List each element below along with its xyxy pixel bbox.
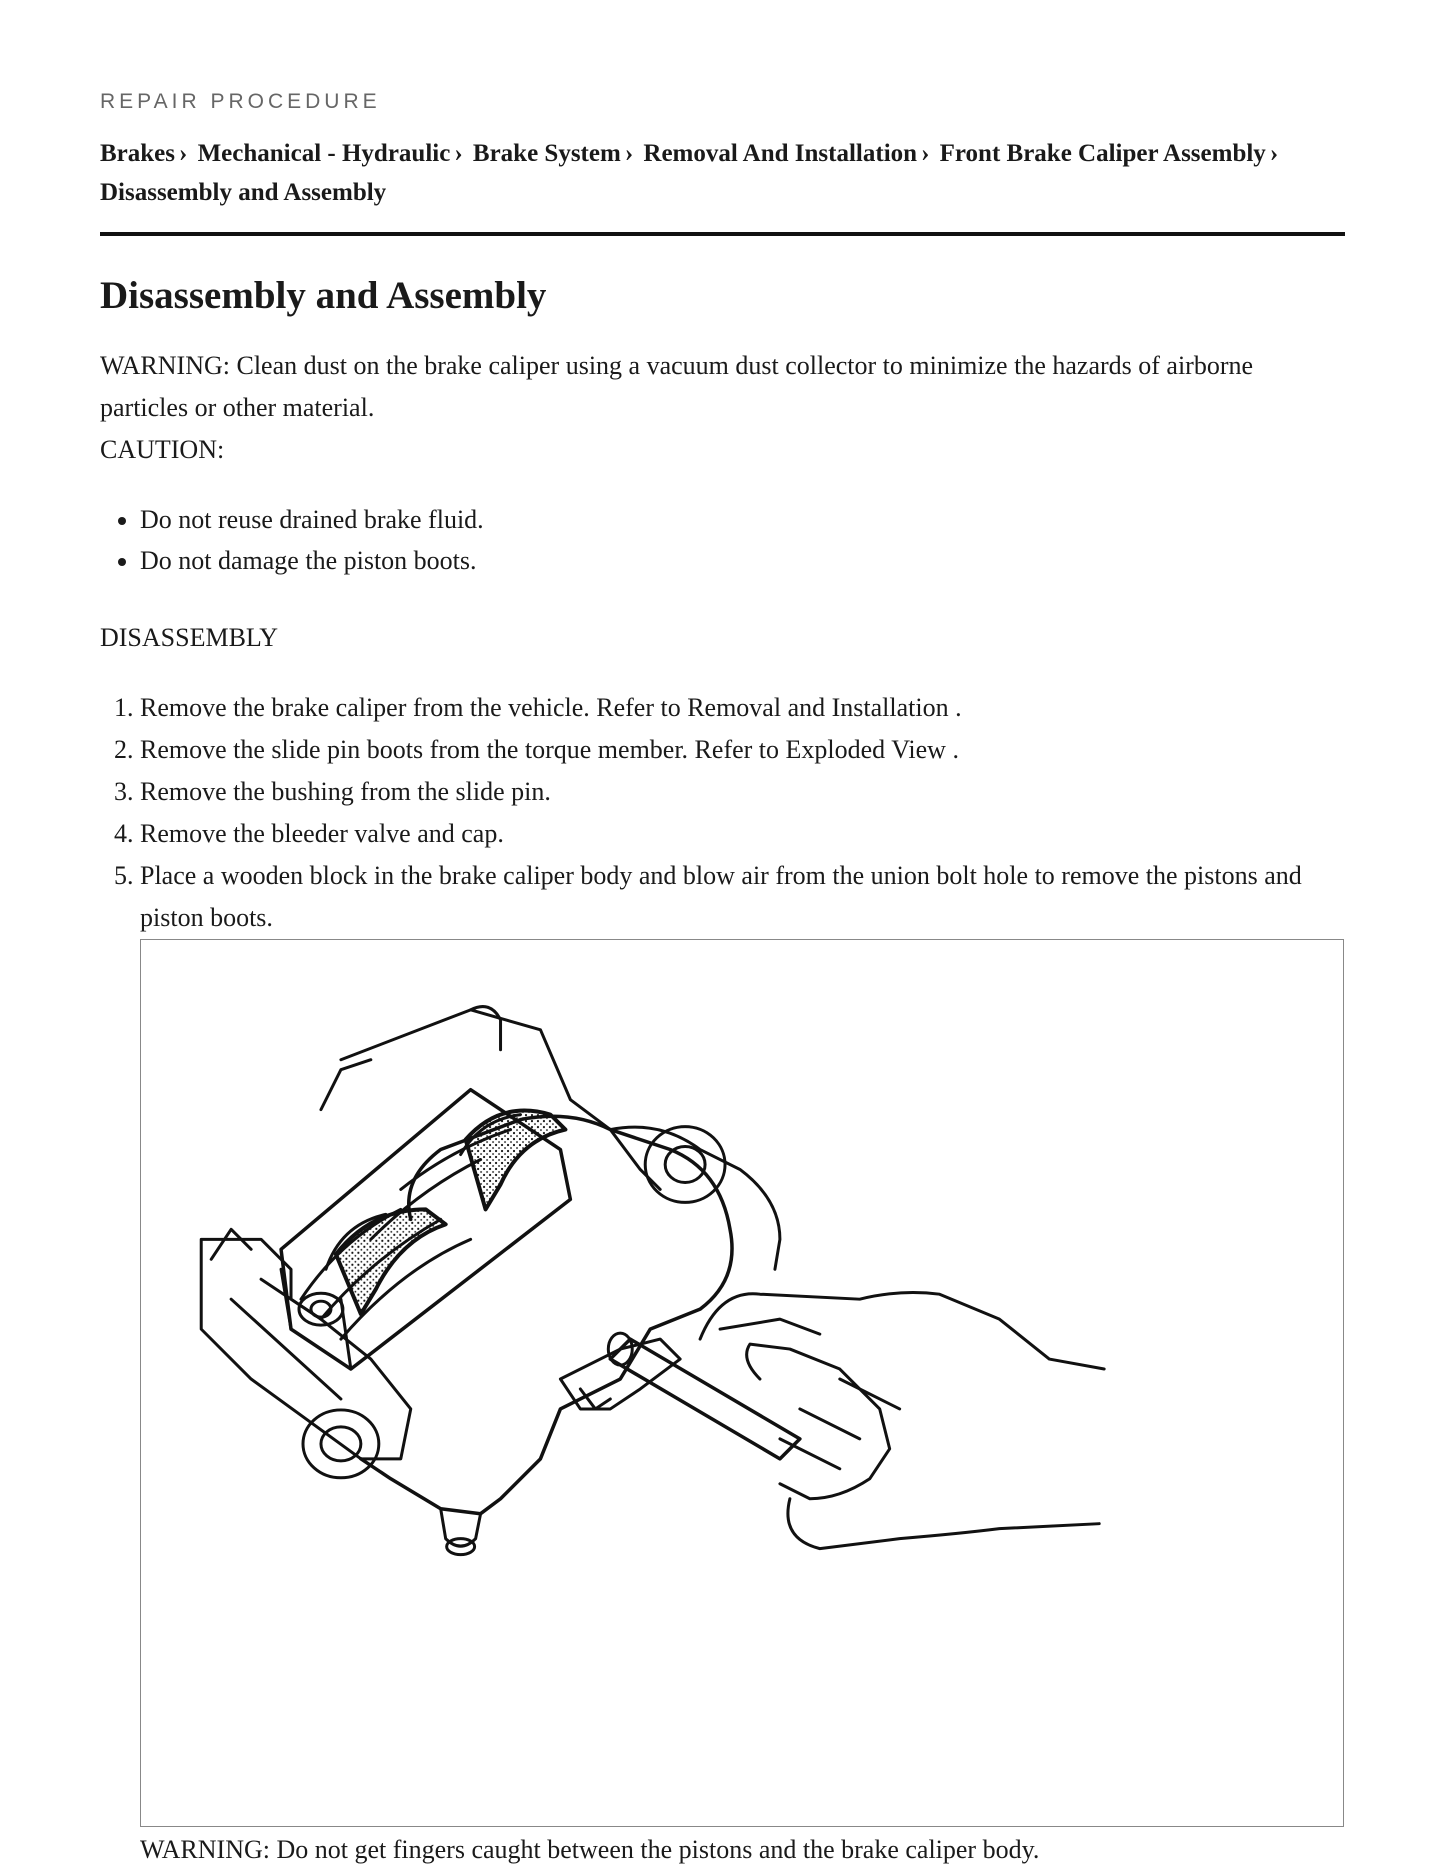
breadcrumb-separator: › xyxy=(624,140,634,167)
step-item: 5. Place a wooden block in the brake caliper body and blow air from the union bolt hole to remove the pistons and piston boots. xyxy=(140,855,1345,939)
caution-item: • Do not reuse drained brake fluid. xyxy=(140,499,1345,540)
procedure-kicker: REPAIR PROCEDURE xyxy=(100,90,381,113)
caution-item: • Do not damage the piston boots. xyxy=(140,540,1345,581)
breadcrumb-brakes[interactable]: Brakes xyxy=(100,140,175,167)
breadcrumb-separator: › xyxy=(1269,140,1279,167)
procedure-steps xyxy=(100,687,1345,939)
step-item: 2. Remove the slide pin boots from the torque member. Refer to Exploded View . xyxy=(140,729,1345,771)
warning-text: WARNING: Clean dust on the brake caliper using a vacuum dust collector to minimize the hazards of airborne particles or other material. xyxy=(100,350,1254,422)
page-title: Disassembly and Assembly xyxy=(100,274,547,317)
breadcrumb-separator: › xyxy=(179,140,188,167)
breadcrumb-brake-system[interactable]: Brake System xyxy=(472,140,621,167)
breadcrumb xyxy=(100,134,1345,236)
breadcrumb-current-page: Disassembly and Assembly xyxy=(100,179,387,206)
caliper-drawing xyxy=(141,940,1343,1826)
figure-warning: WARNING: Do not get fingers caught between the pistons and the brake caliper body. xyxy=(140,1834,1040,1864)
breadcrumb-separator: › xyxy=(454,140,463,167)
breadcrumb-front-brake-caliper[interactable]: Front Brake Caliper Assembly xyxy=(939,140,1266,167)
caution-list xyxy=(100,499,1345,581)
breadcrumb-separator: › xyxy=(921,140,930,167)
breadcrumb-removal-installation[interactable]: Removal And Installation xyxy=(643,140,918,167)
procedure-page xyxy=(100,90,1345,1867)
step-item: 3. Remove the bushing from the slide pin. xyxy=(140,771,1345,813)
step-item: 4. Remove the bleeder valve and cap. xyxy=(140,813,1345,855)
breadcrumb-mechanical-hydraulic[interactable]: Mechanical - Hydraulic xyxy=(197,140,451,167)
caution-label: CAUTION: xyxy=(100,434,225,464)
section-label: DISASSEMBLY xyxy=(100,622,278,652)
caliper-illustration xyxy=(140,939,1344,1827)
step-item: 1. Remove the brake caliper from the vehicle. Refer to Removal and Installation . xyxy=(140,687,1345,729)
